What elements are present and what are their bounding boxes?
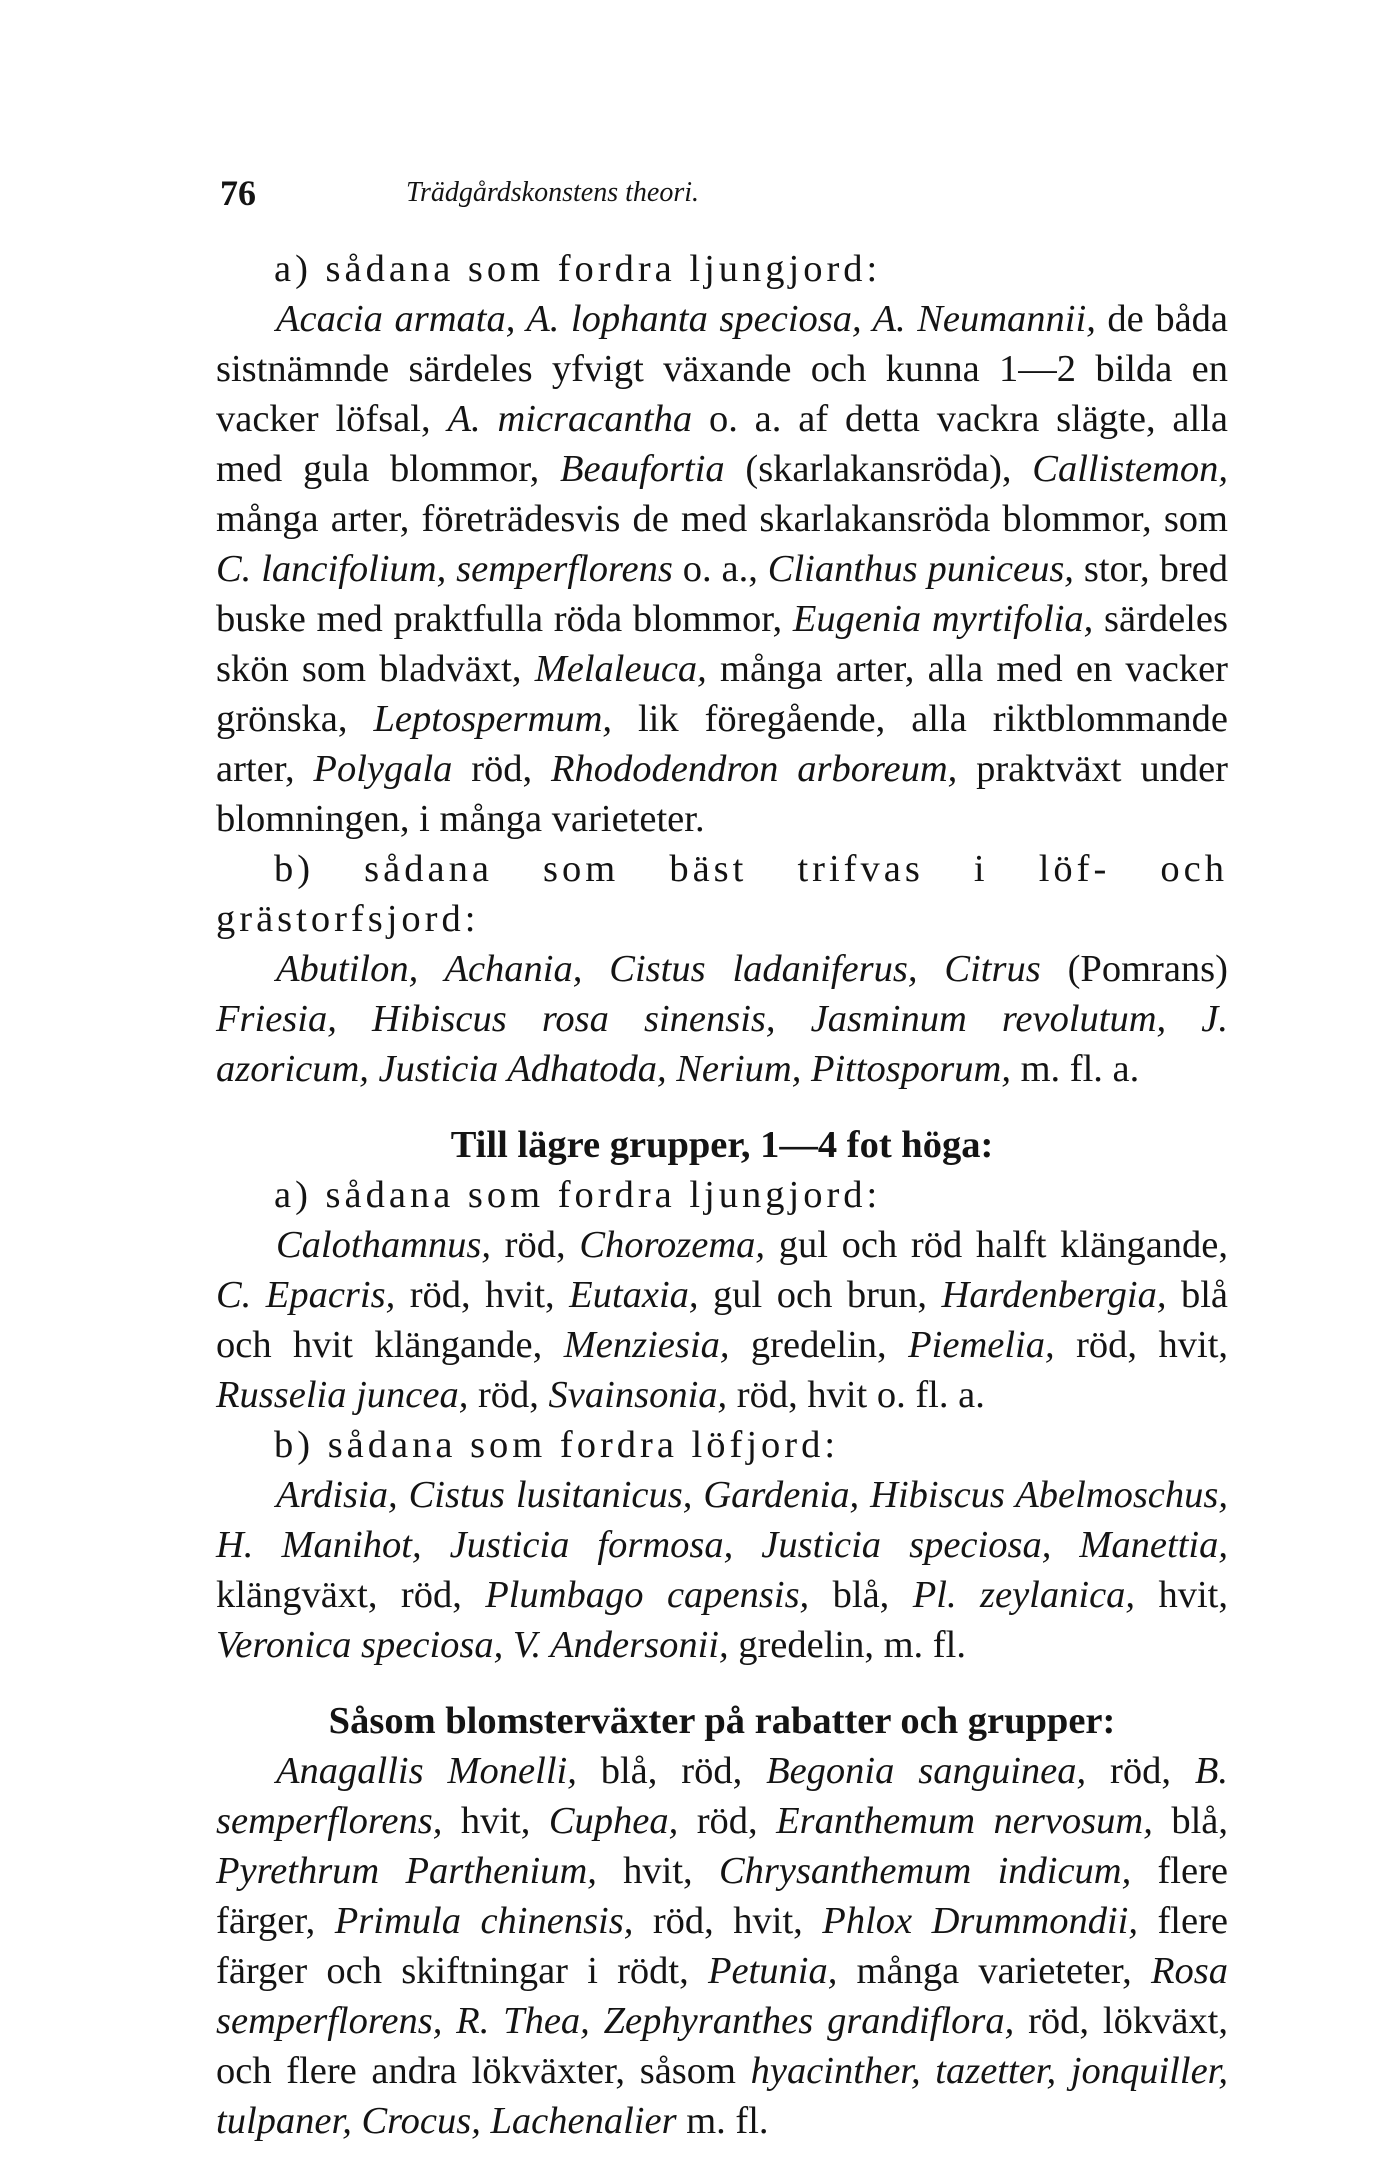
section-title-flowerbeds: Såsom blomsterväxter på rabatter och grupper: bbox=[328, 1700, 1116, 1742]
paragraph-lofjord-lower: Ardisia, Cistus lusitanicus, Gardenia, Hibiscus Abelmoschus, H. Manihot, Justicia formosa, Justicia speciosa, Manettia, klängväxt, röd, Plumbago capensis, blå, Pl. zeylanica, hvit, Veronica speciosa, V. Andersonii, gredelin, m. fl. bbox=[216, 1474, 1228, 1666]
book-page bbox=[216, 168, 1228, 2146]
paragraph-ljungjord-lower: Calothamnus, röd, Chorozema, gul och röd halft klängande, C. Epacris, röd, hvit, Eutaxia, gul och brun, Hardenbergia, blå och hvit klängande, Menziesia, gredelin, Piemelia, röd, hvit, Russelia juncea, röd, Svainsonia, röd, hvit o. fl. a. bbox=[216, 1224, 1229, 1416]
running-header bbox=[216, 168, 1228, 218]
paragraph-lofjord-tall: Abutilon, Achania, Cistus ladaniferus, Citrus (Pomrans) Friesia, Hibiscus rosa sinensis, Jasminum revolutum, J. azoricum, Justicia Adhatoda, Nerium, Pittosporum, m. fl. a. bbox=[216, 948, 1228, 1090]
section-heading-lofjord-grastorf: b) sådana som bäst trifvas i löf- och grästorfsjord: bbox=[216, 848, 1228, 940]
running-title: Trädgårdskonstens theori. bbox=[406, 177, 699, 208]
paragraph-flowerbeds: Anagallis Monelli, blå, röd, Begonia sanguinea, röd, B. semperflorens, hvit, Cuphea, röd, Eranthemum nervosum, blå, Pyrethrum Parthenium, hvit, Chrysanthemum indicum, flere färger, Primula chinensis, röd, hvit, Phlox Drummondii, flere färger och skiftningar i rödt, Petunia, många varieteter, Rosa semperflorens, R. Thea, Zephyranthes grandiflora, röd, lökväxt, och flere andra lökväxter, såsom hyacinther, tazetter, jonquiller, tulpaner, Crocus, Lachenalier m. fl. bbox=[216, 1750, 1229, 2142]
section-title-lower-groups: Till lägre grupper, 1—4 fot höga: bbox=[450, 1124, 994, 1166]
paragraph-ljungjord-tall: Acacia armata, A. lophanta speciosa, A. Neumannii, de båda sistnämnde särdeles yfvigt växande och kunna 1—2 bilda en vacker löfsal, A. micracantha o. a. af detta vackra slägte, alla med gula blommor, Beaufortia (skarlakansröda), Callistemon, många arter, företrädesvis de med skarlakansröda blommor, som C. lancifolium, semperflorens o. a., Clianthus puniceus, stor, bred buske med praktfulla röda blommor, Eugenia myrtifolia, särdeles skön som bladväxt, Melaleuca, många arter, alla med en vacker grönska, Leptospermum, lik föregående, alla riktblommande arter, Polygala röd, Rhododendron arboreum, praktväxt under blomningen, i många varieteter. bbox=[216, 298, 1229, 840]
section-heading-ljungjord: a) sådana som fordra ljungjord: bbox=[274, 248, 882, 290]
section-heading-ljungjord-lower: a) sådana som fordra ljungjord: bbox=[274, 1174, 882, 1216]
page-number: 76 bbox=[220, 173, 256, 213]
section-heading-lofjord-lower: b) sådana som fordra löfjord: bbox=[274, 1424, 840, 1466]
